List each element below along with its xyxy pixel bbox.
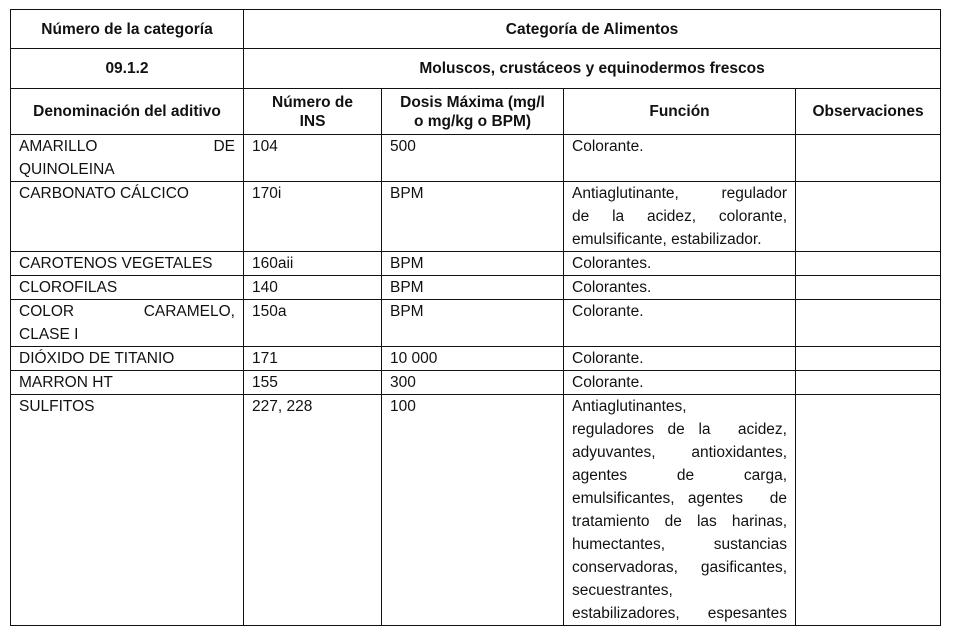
function-line: Colorantes. [572, 255, 652, 272]
table-row [11, 300, 941, 347]
observations-cell [796, 395, 941, 626]
dose-cell: 100 [382, 395, 564, 626]
additive-name-line1 [19, 135, 235, 158]
function-line: conservadoras, gasificantes, [572, 559, 787, 576]
function-line: Antiaglutinante, regulador [572, 185, 787, 202]
additive-name-cell: DIÓXIDO DE TITANIO [11, 347, 244, 371]
column-header-row [11, 89, 941, 135]
additive-name-cell: CLOROFILAS [11, 276, 244, 300]
function-line: Colorante. [572, 374, 644, 391]
observations-cell [796, 252, 941, 276]
function-line: Colorante. [572, 303, 644, 320]
category-number: 09.1.2 [11, 49, 244, 89]
col-max-dose-line2: o mg/kg o BPM) [413, 112, 532, 130]
function-cell [564, 395, 796, 626]
function-cell [564, 371, 796, 395]
function-cell [564, 182, 796, 252]
dose-cell: BPM [382, 276, 564, 300]
function-line: Colorante. [572, 350, 644, 367]
ins-cell: 140 [244, 276, 382, 300]
dose-cell: BPM [382, 182, 564, 252]
function-line: Colorantes. [572, 279, 652, 296]
ins-cell: 170i [244, 182, 382, 252]
function-line: Colorante. [572, 138, 644, 155]
function-cell [564, 276, 796, 300]
ins-cell: 150a [244, 300, 382, 347]
col-ins-number-line2: INS [299, 112, 326, 130]
function-cell [564, 347, 796, 371]
function-cell [564, 135, 796, 182]
additive-name-line1 [19, 300, 235, 323]
header-row-values [11, 49, 941, 89]
additives-table-page [10, 9, 940, 626]
function-line: de la acidez, colorante, [572, 208, 787, 225]
function-line: emulsificantes, agentes de [572, 490, 787, 507]
function-cell [564, 252, 796, 276]
table-row [11, 135, 941, 182]
col-max-dose-line1: Dosis Máxima (mg/l [400, 93, 545, 111]
additive-name-cell [11, 135, 244, 182]
function-line: agentes de carga, [572, 467, 787, 484]
additive-name-line2: CLASE I [19, 326, 79, 343]
function-line: tratamiento de las harinas, [572, 513, 787, 530]
col-ins-number-line1: Número de [272, 93, 353, 111]
observations-cell [796, 347, 941, 371]
function-line: humectantes, sustancias [572, 536, 787, 553]
additive-name-cell: SULFITOS [11, 395, 244, 626]
observations-cell [796, 300, 941, 347]
header-row-labels [11, 10, 941, 49]
col-additive-name: Denominación del aditivo [11, 89, 244, 135]
additive-name-part: DE [213, 138, 235, 155]
additive-name-part: AMARILLO [19, 138, 98, 155]
function-line: reguladores de la acidez, [572, 421, 787, 438]
dose-cell: 500 [382, 135, 564, 182]
function-line: secuestrantes, [572, 582, 673, 599]
observations-cell [796, 135, 941, 182]
observations-cell [796, 276, 941, 300]
table-row [11, 395, 941, 626]
additive-name-cell [11, 300, 244, 347]
observations-cell [796, 371, 941, 395]
additives-table [10, 9, 941, 626]
additive-name-line2: QUINOLEINA [19, 161, 115, 178]
table-row [11, 276, 941, 300]
function-line: Antiaglutinantes, [572, 398, 687, 415]
additive-name-part: COLOR [19, 303, 75, 320]
col-ins-number [244, 89, 382, 135]
additive-name-cell: MARRON HT [11, 371, 244, 395]
food-category-label: Categoría de Alimentos [244, 10, 941, 49]
ins-cell: 160aii [244, 252, 382, 276]
function-line: emulsificante, estabilizador. [572, 231, 762, 248]
table-row [11, 371, 941, 395]
table-row [11, 182, 941, 252]
col-max-dose [382, 89, 564, 135]
dose-cell: 10 000 [382, 347, 564, 371]
additive-name-cell: CARBONATO CÁLCICO [11, 182, 244, 252]
dose-cell: 300 [382, 371, 564, 395]
dose-cell: BPM [382, 300, 564, 347]
ins-cell: 155 [244, 371, 382, 395]
table-row [11, 252, 941, 276]
category-name: Moluscos, crustáceos y equinodermos frescos [244, 49, 941, 89]
observations-cell [796, 182, 941, 252]
col-observations: Observaciones [796, 89, 941, 135]
additive-name-part: CARAMELO, [143, 303, 235, 320]
page-bottom-edge [0, 627, 979, 635]
function-line: adyuvantes, antioxidantes, [572, 444, 787, 461]
function-line: estabilizadores, espesantes [572, 605, 787, 622]
ins-cell: 227, 228 [244, 395, 382, 626]
col-function: Función [564, 89, 796, 135]
ins-cell: 171 [244, 347, 382, 371]
additive-name-cell: CAROTENOS VEGETALES [11, 252, 244, 276]
ins-cell: 104 [244, 135, 382, 182]
function-cell [564, 300, 796, 347]
category-number-label: Número de la categoría [11, 10, 244, 49]
dose-cell: BPM [382, 252, 564, 276]
table-row [11, 347, 941, 371]
